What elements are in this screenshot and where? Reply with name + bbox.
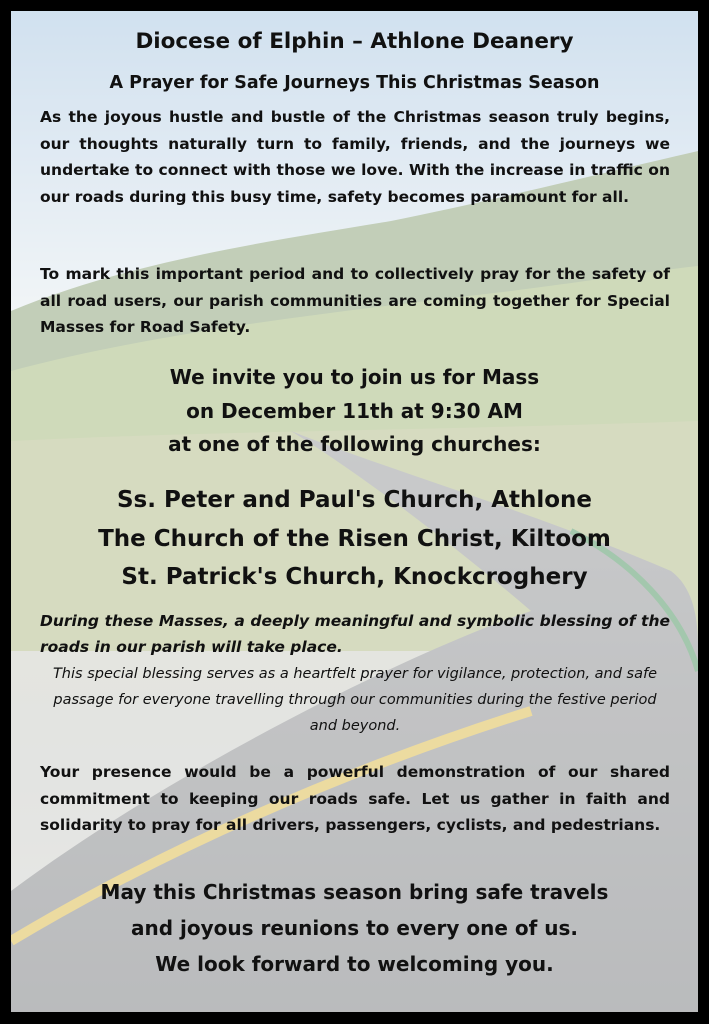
- blessing-detail: This special blessing serves as a heartfelt prayer for vigilance, protection, and safe passage for everyone travelling through our communities during the festive period and beyond.: [52, 666, 658, 734]
- church-list: [11, 481, 698, 597]
- invite-line-date: on December 11th at 9:30 AM: [186, 398, 523, 423]
- invite-line: at one of the following churches:: [168, 432, 541, 456]
- page-subtitle: A Prayer for Safe Journeys This Christmas Season: [109, 73, 600, 93]
- presence-paragraph: Your presence would be a powerful demonstration of our shared commitment to keeping our roads safe. Let us gather in faith and solidarity to pray for all drivers, passengers, cyclists, and pedestrians.: [40, 763, 670, 834]
- poster: [11, 11, 698, 1012]
- invite-line: We invite you to join us for Mass: [169, 365, 540, 389]
- closing-message: [11, 874, 698, 982]
- church-item: The Church of the Risen Christ, Kiltoom: [98, 525, 611, 552]
- poster-content: [11, 11, 698, 1012]
- closing-line: May this Christmas season bring safe travels: [100, 880, 609, 904]
- closing-line: and joyous reunions to every one of us.: [130, 916, 579, 940]
- intro-paragraph-1: As the joyous hustle and bustle of the Christmas season truly begins, our thoughts naturally turn to family, friends, and the journeys we undertake to connect with those we love. With the increase in traffic on our roads during this busy time, safety becomes paramount for all.: [40, 108, 670, 206]
- closing-line: We look forward to welcoming you.: [155, 952, 554, 976]
- mass-invitation: [11, 361, 698, 462]
- page-title: Diocese of Elphin – Athlone Deanery: [135, 29, 574, 54]
- church-item: Ss. Peter and Paul's Church, Athlone: [116, 487, 593, 513]
- blessing-intro: During these Masses, a deeply meaningful and symbolic blessing of the roads in our parish will take place.: [40, 612, 670, 656]
- intro-paragraph-2: To mark this important period and to collectively pray for the safety of all road users, our parish communities are coming together for Special Masses for Road Safety.: [40, 265, 670, 336]
- church-item: St. Patrick's Church, Knockcroghery: [121, 564, 588, 590]
